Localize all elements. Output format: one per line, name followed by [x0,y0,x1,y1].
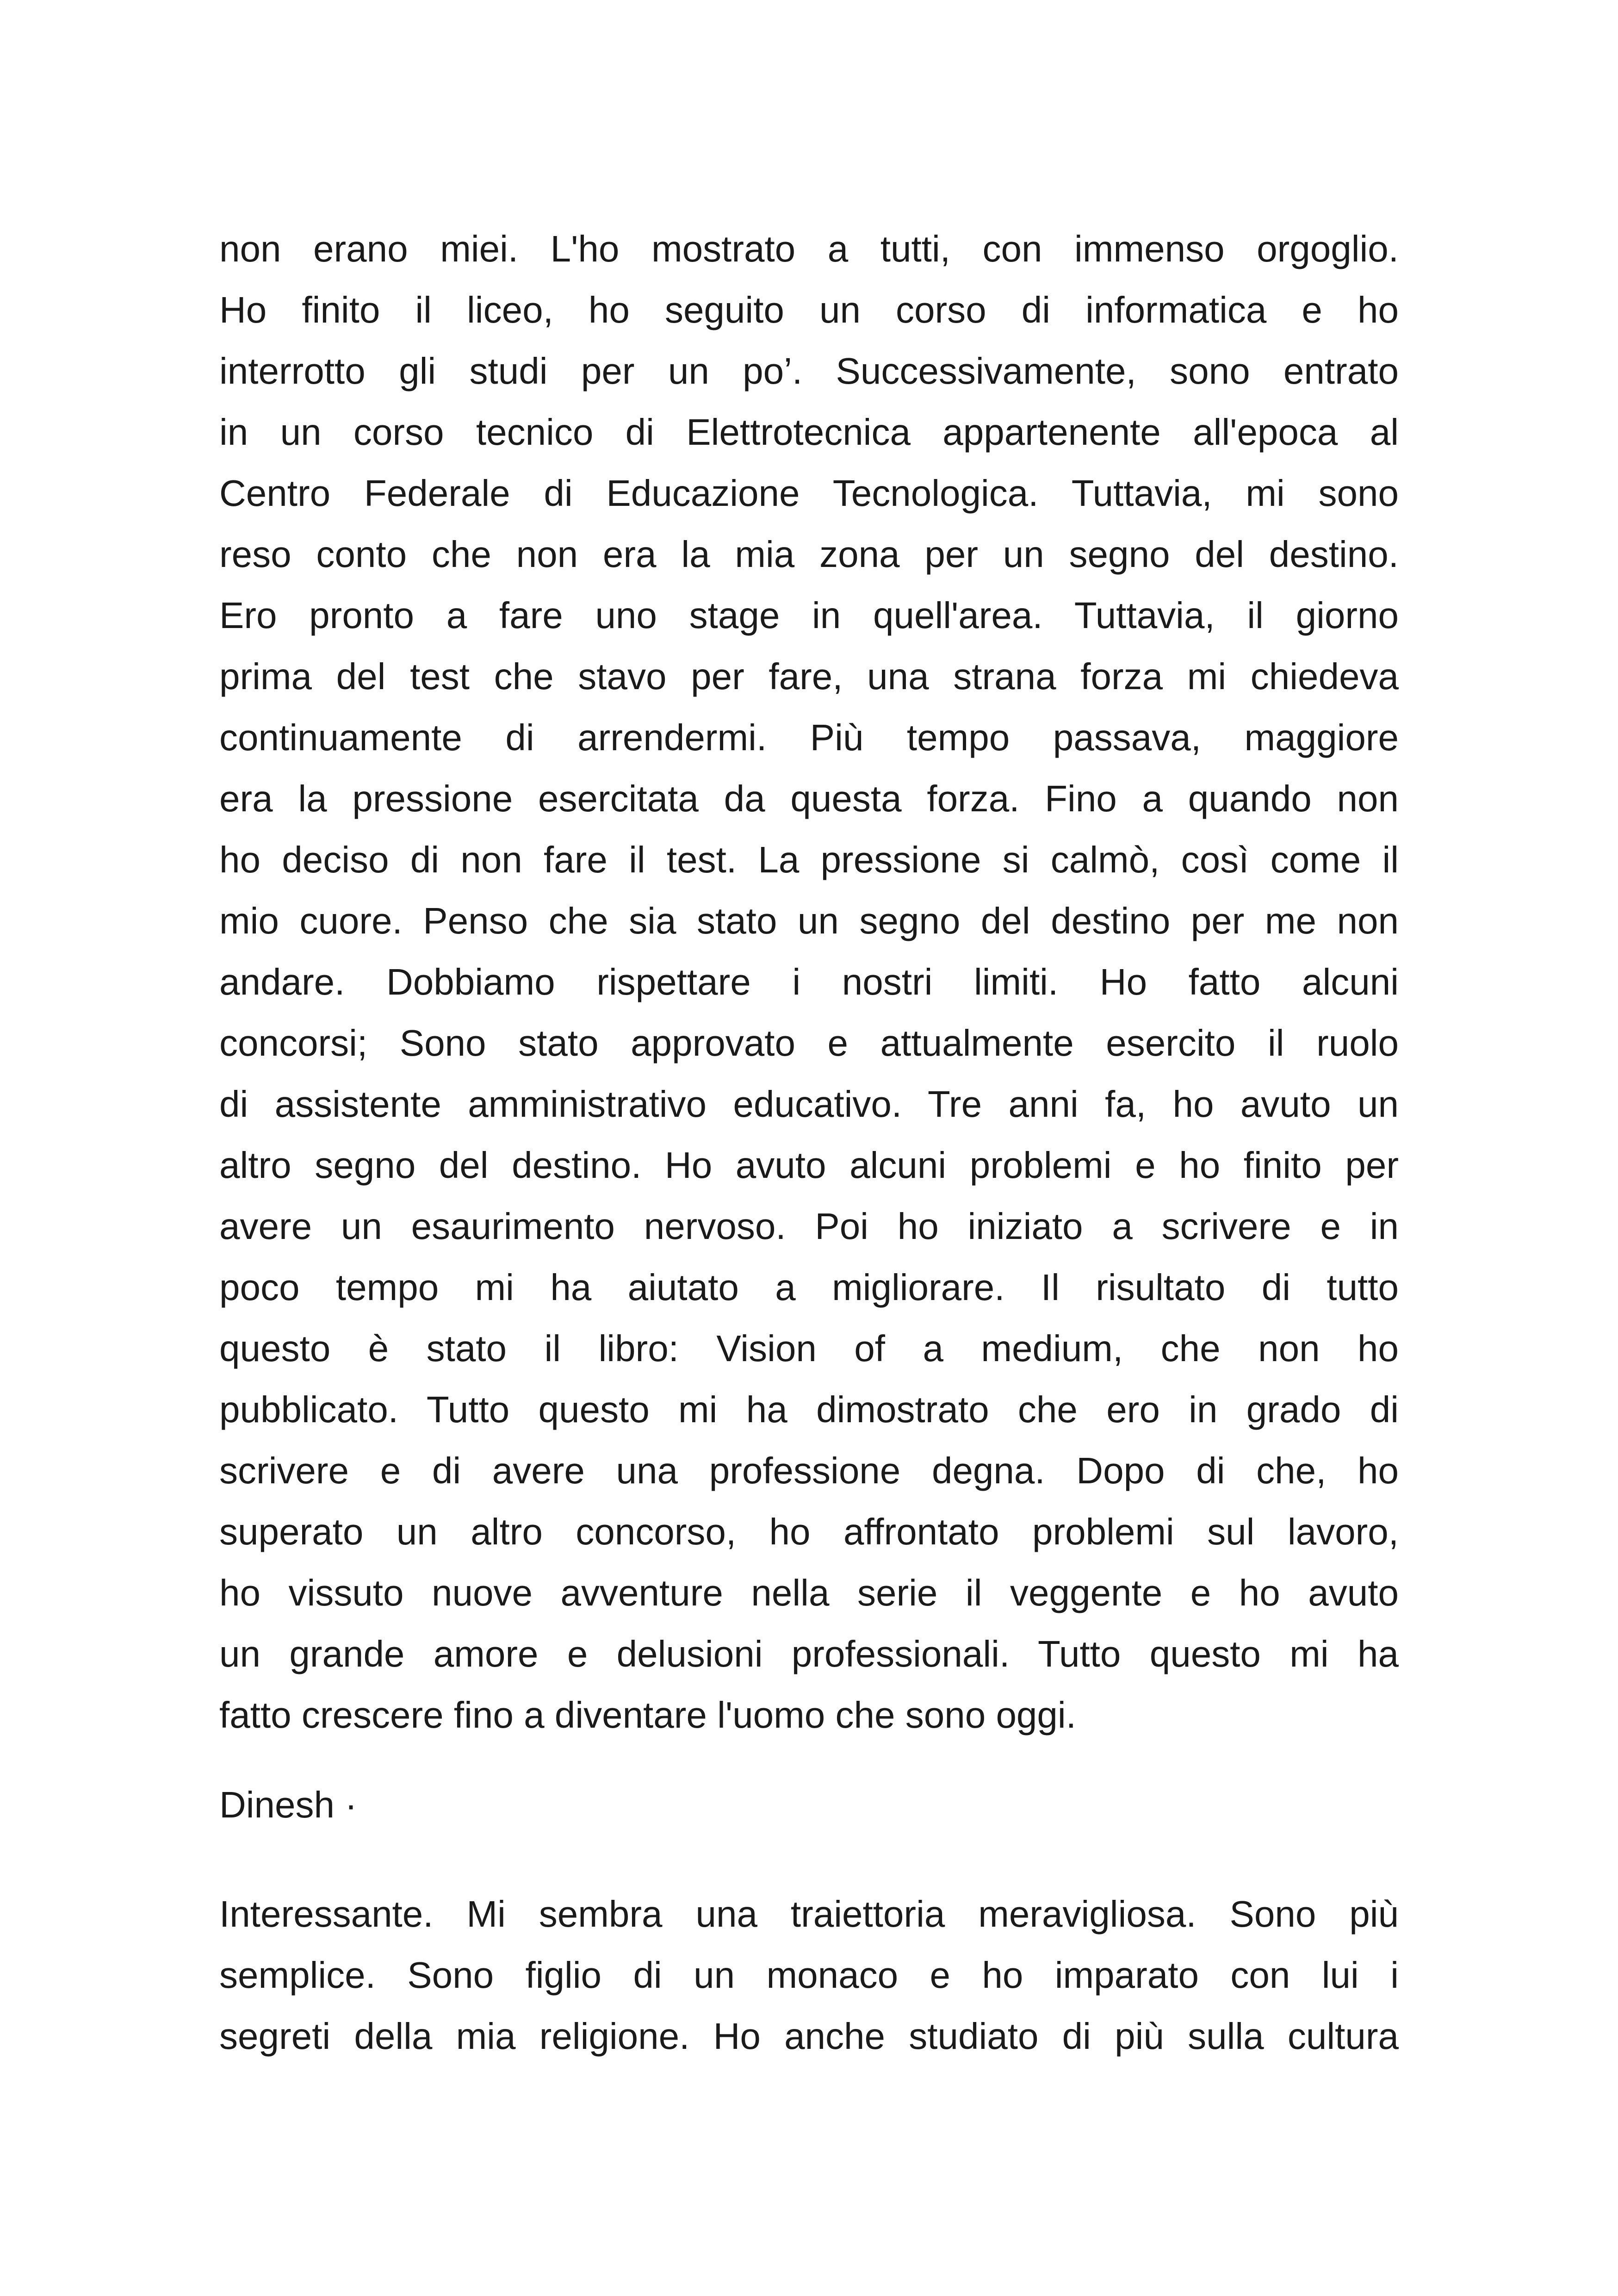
paragraph-1-line: altro segno del destino. Ho avuto alcuni problemi e ho finito per [219,1145,1399,1186]
paragraph-2-line: Interessante. Mi sembra una traiettoria meravigliosa. Sono più [219,1893,1399,1935]
paragraph-1-line: scrivere e di avere una professione degna. Dopo di che, ho [219,1450,1399,1491]
paragraph-1-line: continuamente di arrendermi. Più tempo passava, maggiore [219,717,1399,758]
paragraph-1-line: di assistente amministrativo educativo. Tre anni fa, ho avuto un [219,1083,1399,1125]
paragraph-1-line: andare. Dobbiamo rispettare i nostri limiti. Ho fatto alcuni [219,961,1399,1002]
paragraph-1-line: un grande amore e delusioni professionali. Tutto questo mi ha [219,1633,1399,1674]
paragraph-1-line: Ho finito il liceo, ho seguito un corso di informatica e ho [219,289,1399,330]
paragraph-1-line: non erano miei. L'ho mostrato a tutti, con immenso orgoglio. [219,228,1399,269]
paragraph-1-line: mio cuore. Penso che sia stato un segno del destino per me non [219,900,1399,941]
paragraph-1-line: prima del test che stavo per fare, una strana forza mi chiedeva [219,656,1399,697]
speaker-label: Dinesh · [219,1784,357,1825]
paragraph-1-line: pubblicato. Tutto questo mi ha dimostrato che ero in grado di [219,1389,1399,1430]
paragraph-2 [219,1884,1399,2067]
paragraph-1-line: Centro Federale di Educazione Tecnologica. Tuttavia, mi sono [219,473,1399,514]
paragraph-1-line: Ero pronto a fare uno stage in quell'area. Tuttavia, il giorno [219,595,1399,636]
paragraph-1-line: in un corso tecnico di Elettrotecnica appartenente all'epoca al [219,411,1399,453]
paragraph-1-line: ho deciso di non fare il test. La pressione si calmò, così come il [219,839,1399,880]
paragraph-1-line: poco tempo mi ha aiutato a migliorare. Il risultato di tutto [219,1267,1399,1308]
paragraph-2-line: semplice. Sono figlio di un monaco e ho imparato con lui i [219,1954,1399,1996]
paragraph-1-line: questo è stato il libro: Vision of a medium, che non ho [219,1328,1399,1369]
paragraph-1-line: era la pressione esercitata da questa forza. Fino a quando non [219,778,1399,819]
paragraph-1 [219,218,1399,1746]
paragraph-1-line: interrotto gli studi per un po’. Successivamente, sono entrato [219,350,1399,392]
paragraph-1-line: superato un altro concorso, ho affrontato problemi sul lavoro, [219,1511,1399,1552]
paragraph-1-line: fatto crescere fino a diventare l'uomo che sono oggi. [219,1694,1076,1736]
paragraph-1-line: concorsi; Sono stato approvato e attualmente esercito il ruolo [219,1022,1399,1064]
paragraph-1-line: reso conto che non era la mia zona per un segno del destino. [219,534,1399,575]
paragraph-1-line: avere un esaurimento nervoso. Poi ho iniziato a scrivere e in [219,1206,1399,1247]
paragraph-1-line: ho vissuto nuove avventure nella serie il veggente e ho avuto [219,1572,1399,1613]
speaker-name [219,1774,1399,1836]
paragraph-2-line: segreti della mia religione. Ho anche studiato di più sulla cultura [219,2016,1399,2057]
